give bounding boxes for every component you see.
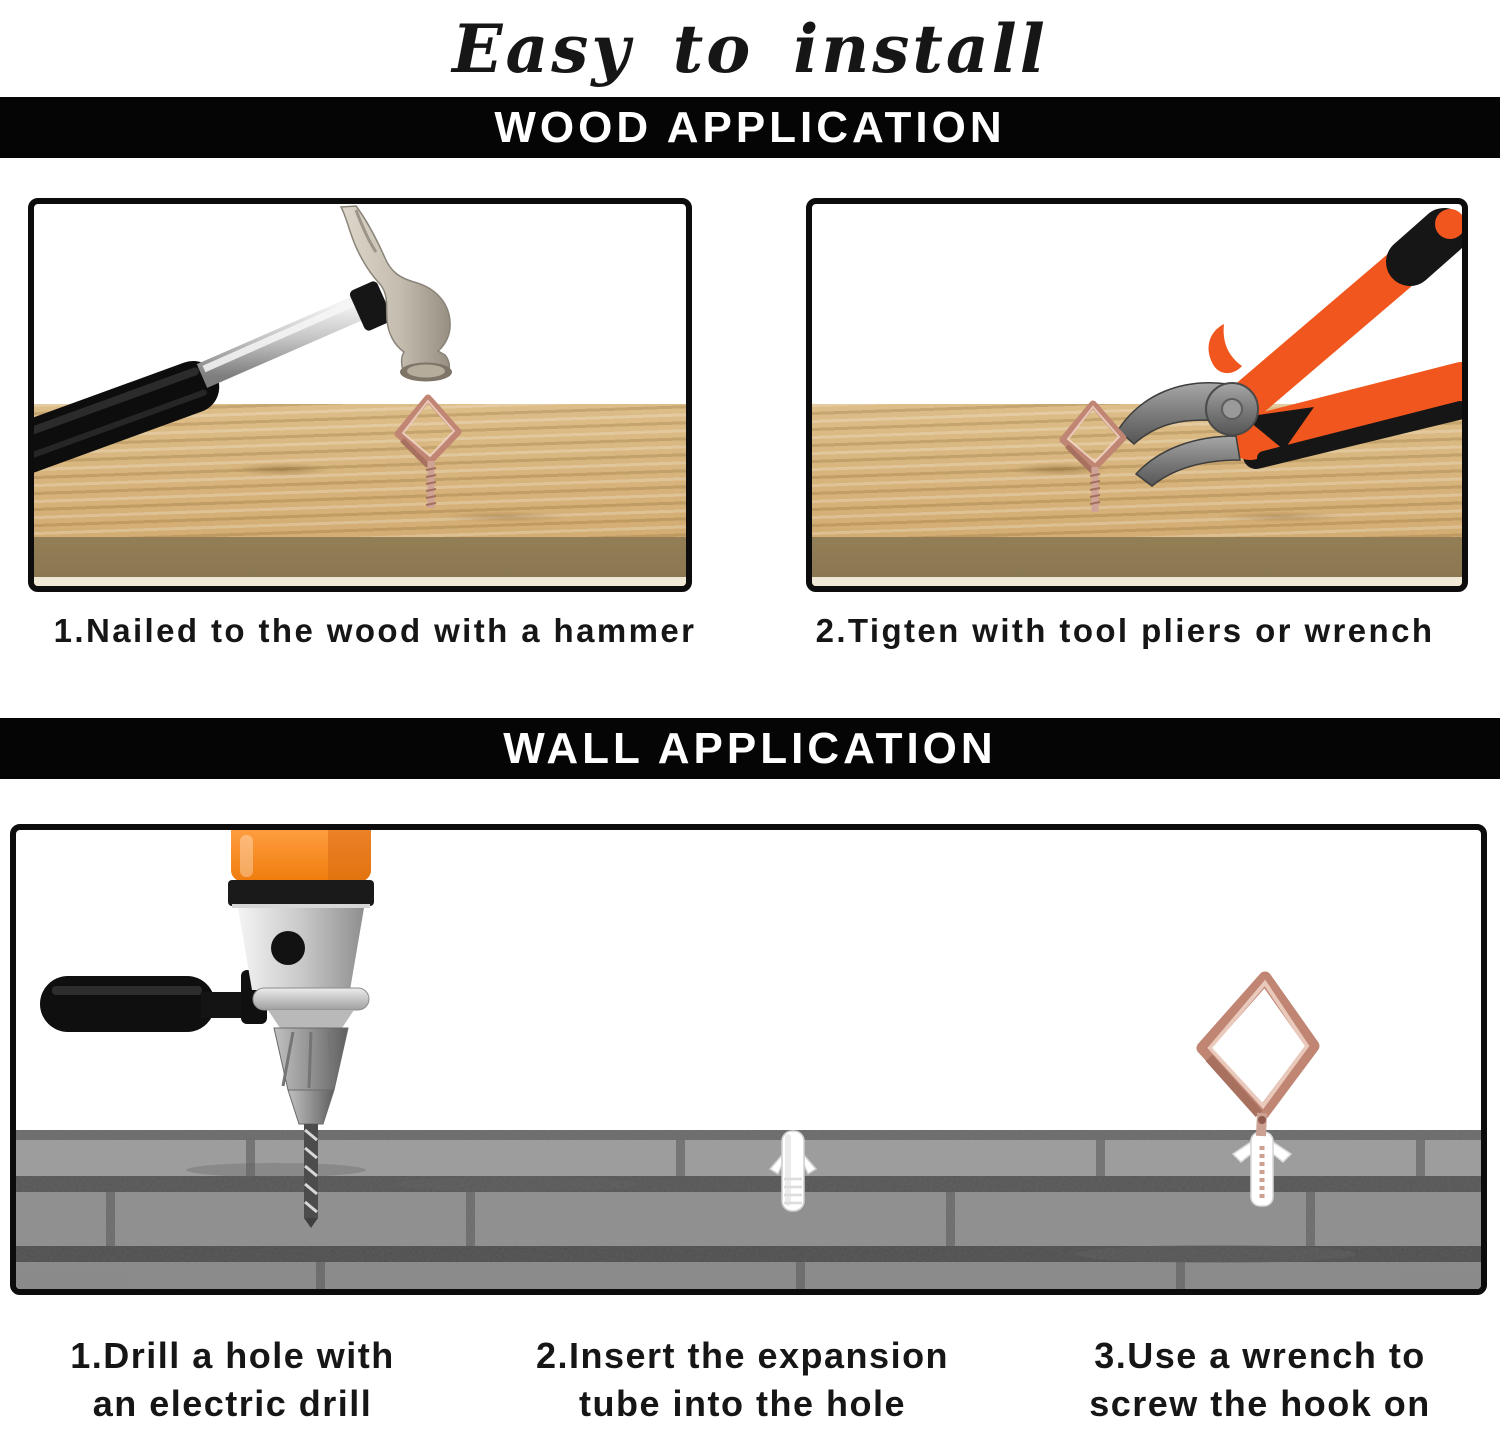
wall-steps-illustration [16,830,1481,1289]
pliers-jaws [1118,383,1258,486]
wall-step1-caption [0,1332,465,1427]
expansion-tube-icon [770,1131,816,1211]
wood-step2-caption: 2.Tigten with tool pliers or wrench [815,612,1435,649]
claw-hammer-icon [34,204,686,586]
wall-step3-line2: screw the hook on [1089,1382,1431,1424]
page-title: Easy to install [452,9,1048,88]
wall-photo [10,824,1487,1295]
wall-step2-line2: tube into the hole [579,1382,906,1424]
wood-step1-caption: 1.Nailed to the wood with a hammer [53,612,697,649]
wall-step2-line1: 2.Insert the expansion [535,1335,950,1376]
wall-step1-line2: an electric drill [92,1382,373,1424]
wood-captions [0,612,1500,650]
electric-drill-icon [40,830,374,1228]
wall-step1-line1: 1.Drill a hole with [70,1335,395,1376]
wood-application-banner [0,97,1500,158]
wall-step2-caption [465,1332,1020,1427]
wall-captions [0,1332,1500,1427]
wall-application-banner [0,718,1500,779]
hook-screw-icon [1063,404,1123,512]
wall-step3-caption [1020,1332,1500,1427]
hammer-shaft [202,304,367,376]
wood-application-banner-label: WOOD APPLICATION [494,102,1006,152]
wall-application-banner-label: WALL APPLICATION [503,723,997,773]
wall-step3-line1: 3.Use a wrench to [1094,1335,1426,1376]
hammer-grip [34,354,227,483]
wall-hook-icon [1203,978,1313,1206]
tool-pliers-icon [812,204,1462,586]
hook-screw-icon [398,398,458,508]
wood-step1-photo [28,198,692,592]
wood-step2-photo [806,198,1468,592]
drill-bit [304,1124,318,1228]
